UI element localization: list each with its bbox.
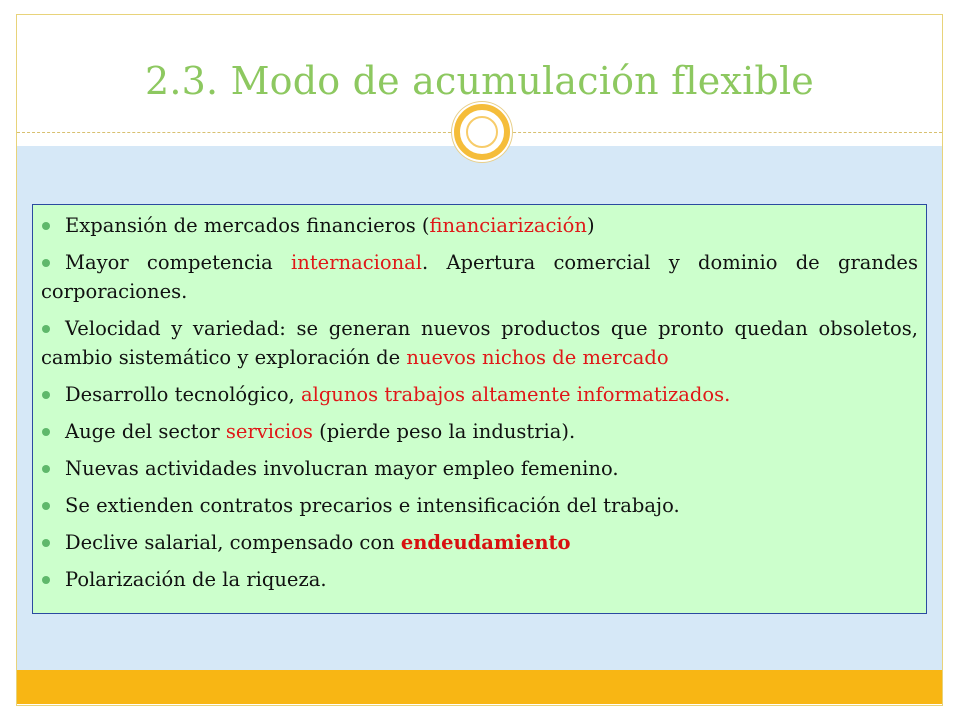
highlight-text: financiarización xyxy=(429,214,587,237)
bottom-band xyxy=(17,670,942,704)
bullet-item xyxy=(41,248,918,306)
bullet-list xyxy=(41,211,918,594)
bullet-text: Expansión de mercados financieros ( xyxy=(65,214,430,237)
slide-title: 2.3. Modo de acumulación flexible xyxy=(144,59,814,103)
highlight-text: algunos trabajos altamente informatizados. xyxy=(300,383,731,406)
bullet-item xyxy=(41,491,918,520)
bullet-text: Auge del sector xyxy=(65,420,226,443)
bullet-text: Se extienden contratos precarios e intensificación del trabajo. xyxy=(65,494,680,517)
bullet-item xyxy=(41,314,918,372)
bullet-text: ) xyxy=(586,214,595,237)
bullet-text: . Apertura comercial y dominio de grandes corporaciones. xyxy=(41,251,918,303)
bullet-text: Desarrollo tecnológico, xyxy=(65,383,301,406)
bullet-text: Polarización de la riqueza. xyxy=(65,568,327,591)
bullet-item xyxy=(41,565,918,594)
bullet-item xyxy=(41,417,918,446)
bullet-item xyxy=(41,528,918,557)
bullet-text: Nuevas actividades involucran mayor empleo femenino. xyxy=(65,457,619,480)
bullet-item xyxy=(41,454,918,483)
bullet-item xyxy=(41,211,918,240)
highlight-text: endeudamiento xyxy=(400,531,571,554)
ring-ornament-icon xyxy=(454,104,510,160)
content-box xyxy=(32,204,927,614)
bullet-text: Velocidad y variedad: se generan nuevos productos que pronto quedan obsoletos, cambio sistemático y exploración de xyxy=(41,317,918,369)
highlight-text: internacional xyxy=(291,251,423,274)
bullet-text: (pierde peso la industria). xyxy=(312,420,576,443)
bullet-item xyxy=(41,380,918,409)
bullet-text: Mayor competencia xyxy=(65,251,292,274)
bullet-text: Declive salarial, compensado con xyxy=(65,531,401,554)
highlight-text: nuevos nichos de mercado xyxy=(406,346,669,369)
highlight-text: servicios xyxy=(225,420,313,443)
